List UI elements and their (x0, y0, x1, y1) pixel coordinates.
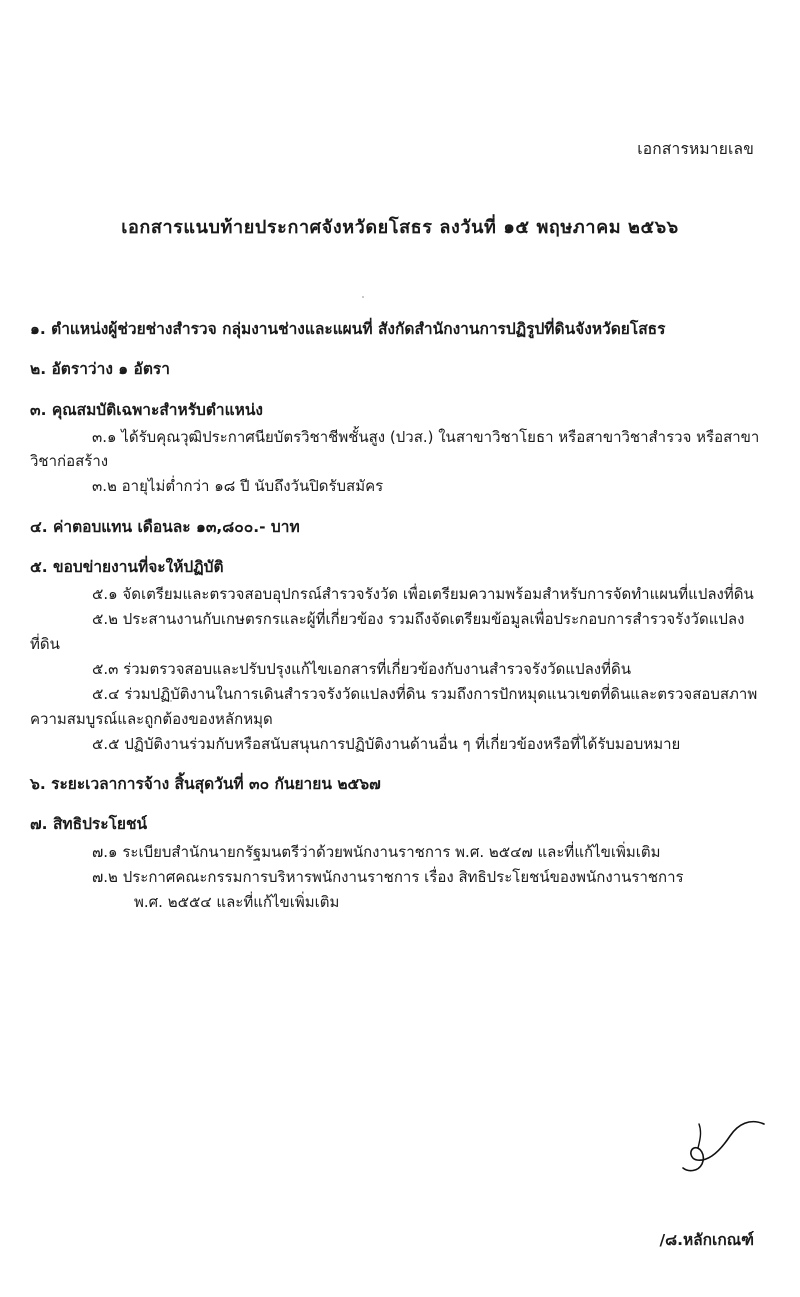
section-7-item-2: ๗.๒ ประกาศคณะกรรมการบริหารพนักงานราชการ เรื่อง สิทธิประโยชน์ของพนักงานราชการ (92, 868, 684, 887)
section-7-item-1: ๗.๑ ระเบียบสำนักนายกรัฐมนตรีว่าด้วยพนักงานราชการ พ.ศ. ๒๕๔๗ และที่แก้ไขเพิ่มเติม (92, 842, 661, 861)
section-5-item-1: ๕.๑ จัดเตรียมและตรวจสอบอุปกรณ์สำรวจรังวัด เพื่อเตรียมความพร้อมสำหรับการจัดทำแผนที่แปลงที่ดิน (92, 585, 754, 604)
section-3-item-1: ๓.๑ ได้รับคุณวุฒิประกาศนียบัตรวิชาชีพชั้นสูง (ปวส.) ในสาขาวิชาโยธา หรือสาขาวิชาสำรวจ หรือสาขาวิชาก่อสร้าง (30, 427, 760, 471)
section-6-heading: ๖. ระยะเวลาการจ้าง สิ้นสุดวันที่ ๓๐ กันยายน ๒๕๖๗ (30, 775, 381, 794)
document-body (30, 318, 770, 932)
section-5 (30, 556, 770, 756)
section-1-heading: ๑. ตำแหน่งผู้ช่วยช่างสำรวจ กลุ่มงานช่างและแผนที่ สังกัดสำนักงานการปฏิรูปที่ดินจังหวัดยโสธร (30, 320, 666, 338)
paper-speck (362, 296, 364, 298)
section-3-heading: ๓. คุณสมบัติเฉพาะสำหรับตำแหน่ง (30, 400, 263, 419)
page-title: เอกสารแนบท้ายประกาศจังหวัดยโสธร ลงวันที่ ๑๕ พฤษภาคม ๒๕๖๖ (121, 217, 679, 238)
section-7-item-2-continued: พ.ศ. ๒๕๕๔ และที่แก้ไขเพิ่มเติม (134, 893, 340, 912)
section-3 (30, 399, 770, 499)
signature-mark (678, 1110, 768, 1180)
section-7 (30, 813, 770, 914)
section-5-item-2: ๕.๒ ประสานงานกับเกษตรกรและผู้ที่เกี่ยวข้อง รวมถึงจัดเตรียมข้อมูลเพื่อประกอบการสำรวจรังวัดแปลงที่ดิน (30, 610, 745, 653)
section-6 (30, 773, 770, 796)
section-2-heading: ๒. อัตราว่าง ๑ อัตรา (30, 360, 170, 379)
section-1 (30, 318, 770, 341)
section-5-item-3: ๕.๓ ร่วมตรวจสอบและปรับปรุงแก้ไขเอกสารที่เกี่ยวข้องกับงานสำรวจรังวัดแปลงที่ดิน (92, 660, 632, 679)
section-3-item-2: ๓.๒ อายุไม่ต่ำกว่า ๑๘ ปี นับถึงวันปิดรับสมัคร (92, 477, 384, 496)
section-7-heading: ๗. สิทธิประโยชน์ (30, 815, 148, 834)
section-4 (30, 516, 770, 539)
section-5-item-5: ๕.๕ ปฏิบัติงานร่วมกับหรือสนับสนุนการปฏิบัติงานด้านอื่น ๆ ที่เกี่ยวข้องหรือที่ได้รับมอบหมาย (92, 734, 681, 753)
document-number-label: เอกสารหมายเลข (637, 140, 754, 158)
section-5-item-4: ๕.๔ ร่วมปฏิบัติงานในการเดินสำรวจรังวัดแปลงที่ดิน รวมถึงการปักหมุดแนวเขตที่ดินและตรวจสอบสภาพความสมบูรณ์และถูกต้องของหลักหมุด (30, 685, 758, 728)
section-5-heading: ๕. ขอบข่ายงานที่จะให้ปฏิบัติ (30, 557, 224, 576)
section-4-heading: ๔. ค่าตอบแทน เดือนละ ๑๓,๘๐๐.- บาท (30, 517, 300, 536)
footer-continuation-note: /๘.หลักเกณฑ์ (659, 1231, 754, 1249)
section-2 (30, 358, 770, 381)
